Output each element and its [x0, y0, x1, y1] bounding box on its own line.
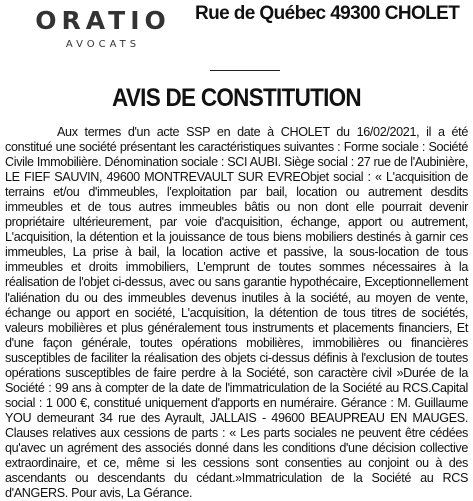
notice-body-paragraph: Aux termes d'un acte SSP en date à CHOLET du 16/02/2021, il a été constitué une société présentant les caractéristiques suivantes : Forme sociale : Société Civile Immobilière. Dénomination sociale : SCI AUBI. Siège social : 27 rue de l'Aubinière, LE FIEF SAUVIN, 49600 MONTREVAULT SUR EVREObjet social : « L'acquisition de terrains et/ou d'immeubles, l'exploitation par bail, location ou autrement desdits immeubles et de tous autres immeubles bâtis ou non dont elle pourrait devenir propriétaire ultérieurement, par voie d'acquisition, échange, apport ou autrement, L'acquisition, la détention et la jouissance de tous biens mobiliers destinés à garnir ces immeubles, La prise à bail, la location active et passive, la sous-location de tous immeubles et droits immobiliers, L'emprunt de toutes sommes nécessaires à la réalisation de l'objet ci-dessus, avec ou sans garantie hypothécaire, Exceptionnellement l'aliénation du ou des immeubles devenus inutiles à la société, au moyen de vente, échange ou apport en société, L'acquisition, la détention de tous titres de sociétés, valeurs mobilières et plus généralement tous instruments et placements financiers, Et d'une façon générale, toutes opérations mobilières, immobilières ou financières susceptibles de faciliter la réalisation des objets ci-dessus définis à l'exclusion de toutes opérations susceptibles de faire perdre à la Société, son caractère civil »Durée de la Société : 99 ans à compter de la date de l'immatriculation de la Société au RCS.Capital social : 1 000 €, constitué uniquement d'apports en numéraire. Gérance : M. Guillaume YOU demeurant 34 rue des Ayrault, JALLAIS - 49600 BEAUPREAU EN MAUGES. Clauses relatives aux cessions de parts : « Les parts sociales ne peuvent être cédées qu'avec un agrément des associés donné dans les conditions d'une décision collective extraordinaire, et ce, même si les cessions sont consenties au conjoint ou à des ascendants ou descendants du cédant.»Immatriculation de la Société au RCS d'ANGERS. Pour avis, La Gérance.	[5, 125, 468, 501]
header-address: Rue de Québec 49300 CHOLET	[195, 3, 460, 24]
title-divider	[210, 70, 280, 71]
oratio-logo	[28, 6, 178, 50]
logo-name: ORATIO	[35, 6, 171, 35]
notice-body	[5, 125, 468, 501]
notice-title: AVIS DE CONSTITUTION	[112, 84, 361, 112]
logo-subtitle: AVOCATS	[65, 39, 141, 50]
